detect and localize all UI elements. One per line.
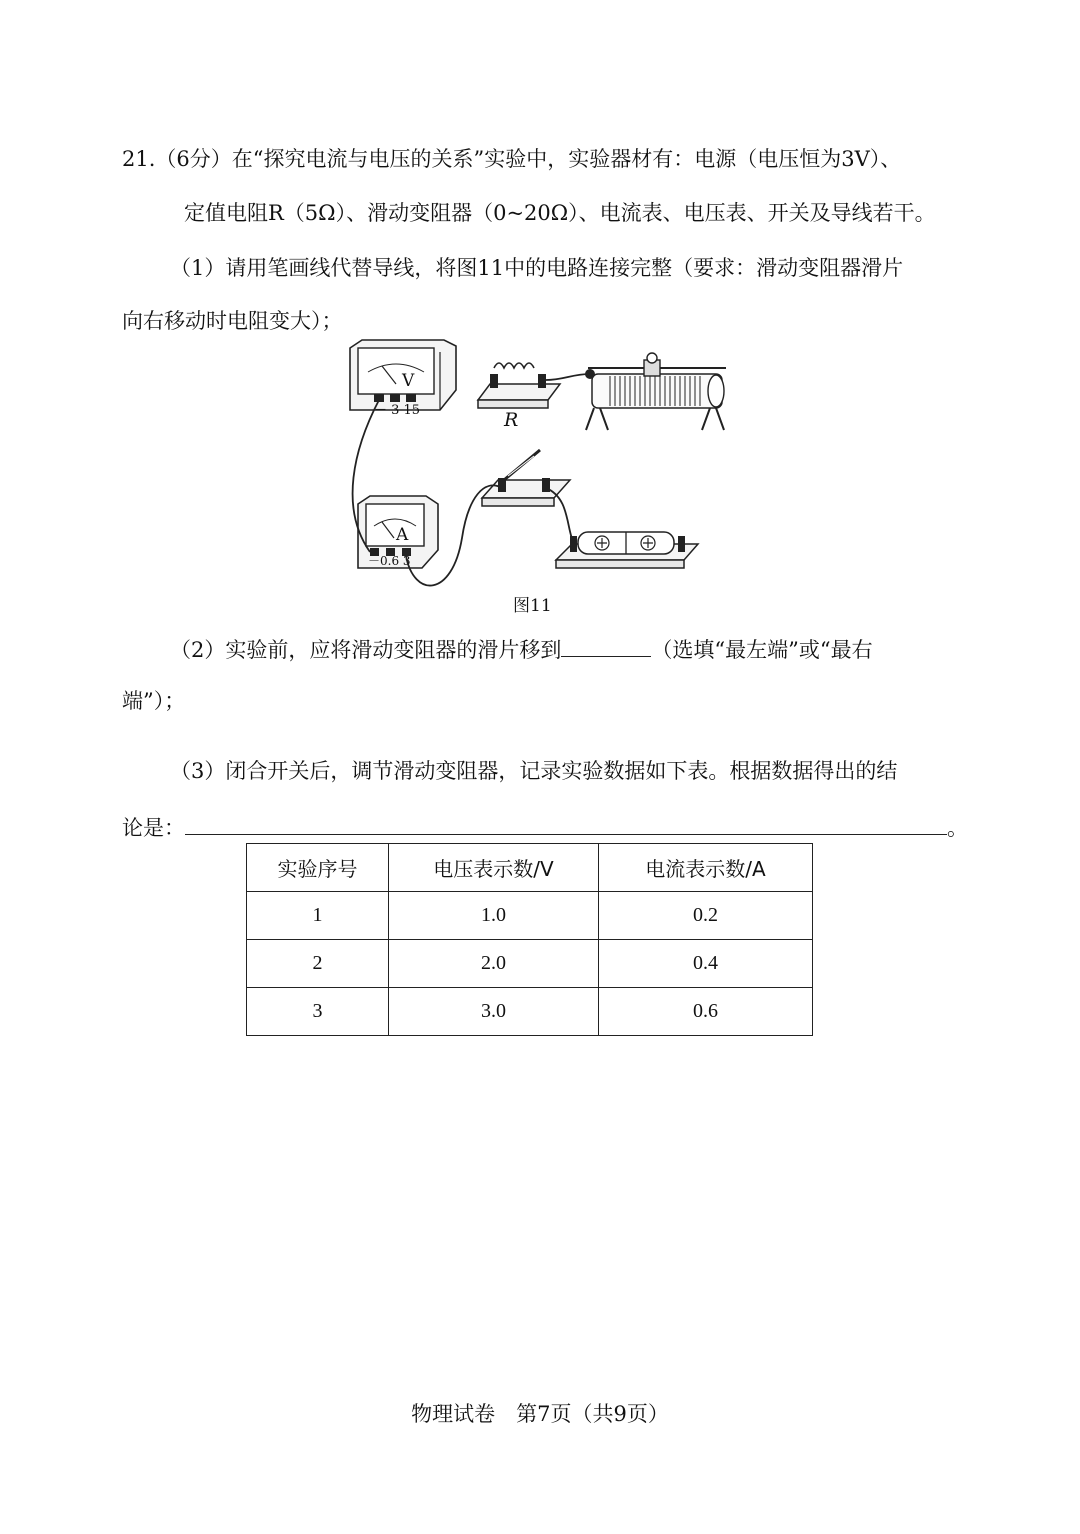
table-cell: 1.0 <box>389 892 599 940</box>
table-cell: 3 <box>247 988 389 1036</box>
voltmeter-symbol: V <box>402 371 415 391</box>
part3-line2: 论是： 。 <box>122 810 968 843</box>
question-materials: 定值电阻R（5Ω）、滑动变阻器（0~20Ω）、电流表、电压表、开关及导线若干。 <box>184 201 936 225</box>
table-cell: 0.4 <box>599 940 813 988</box>
answer-blank-slider-position[interactable] <box>561 632 651 657</box>
table-row <box>247 940 813 988</box>
voltmeter-terminals: － 3 15 <box>374 403 421 418</box>
table-cell: 2 <box>247 940 389 988</box>
part3-line1: （3）闭合开关后，调节滑动变阻器，记录实验数据如下表。根据数据得出的结 <box>170 759 898 783</box>
ammeter-symbol: A <box>396 525 409 545</box>
data-table <box>246 843 813 1036</box>
table-header-cell: 电压表示数/V <box>389 844 599 892</box>
figure-caption: 图11 <box>513 596 552 616</box>
part2-line1: （2）实验前，应将滑动变阻器的滑片移到 （选填“最左端”或“最右 <box>170 632 873 665</box>
table-header-row <box>247 844 813 892</box>
switch <box>482 450 570 506</box>
ammeter-terminals: －0.6 3 <box>368 554 411 568</box>
resistor <box>478 363 560 431</box>
voltmeter <box>350 340 456 418</box>
table-cell: 3.0 <box>389 988 599 1036</box>
question-header: 21.（6分）在“探究电流与电压的关系”实验中，实验器材有：电源（电压恒为3V）、 <box>122 147 902 171</box>
table-row <box>247 892 813 940</box>
circuit-figure <box>344 338 734 590</box>
table-header-cell: 实验序号 <box>247 844 389 892</box>
table-header-cell: 电流表示数/A <box>599 844 813 892</box>
part1-line1: （1）请用笔画线代替导线，将图11中的电路连接完整（要求：滑动变阻器滑片 <box>170 256 904 280</box>
part1-line2: 向右移动时电阻变大）； <box>122 309 343 333</box>
table-cell: 0.6 <box>599 988 813 1036</box>
resistor-label: R <box>504 409 519 431</box>
table-cell: 0.2 <box>599 892 813 940</box>
table-cell: 1 <box>247 892 389 940</box>
table-cell: 2.0 <box>389 940 599 988</box>
answer-blank-conclusion[interactable] <box>185 810 947 835</box>
rheostat <box>585 353 726 430</box>
ammeter <box>358 496 438 568</box>
battery <box>556 532 698 568</box>
part2-line2: 端”）； <box>122 689 186 713</box>
table-row <box>247 988 813 1036</box>
page-footer: 物理试卷 第7页（共9页） <box>411 1402 669 1426</box>
